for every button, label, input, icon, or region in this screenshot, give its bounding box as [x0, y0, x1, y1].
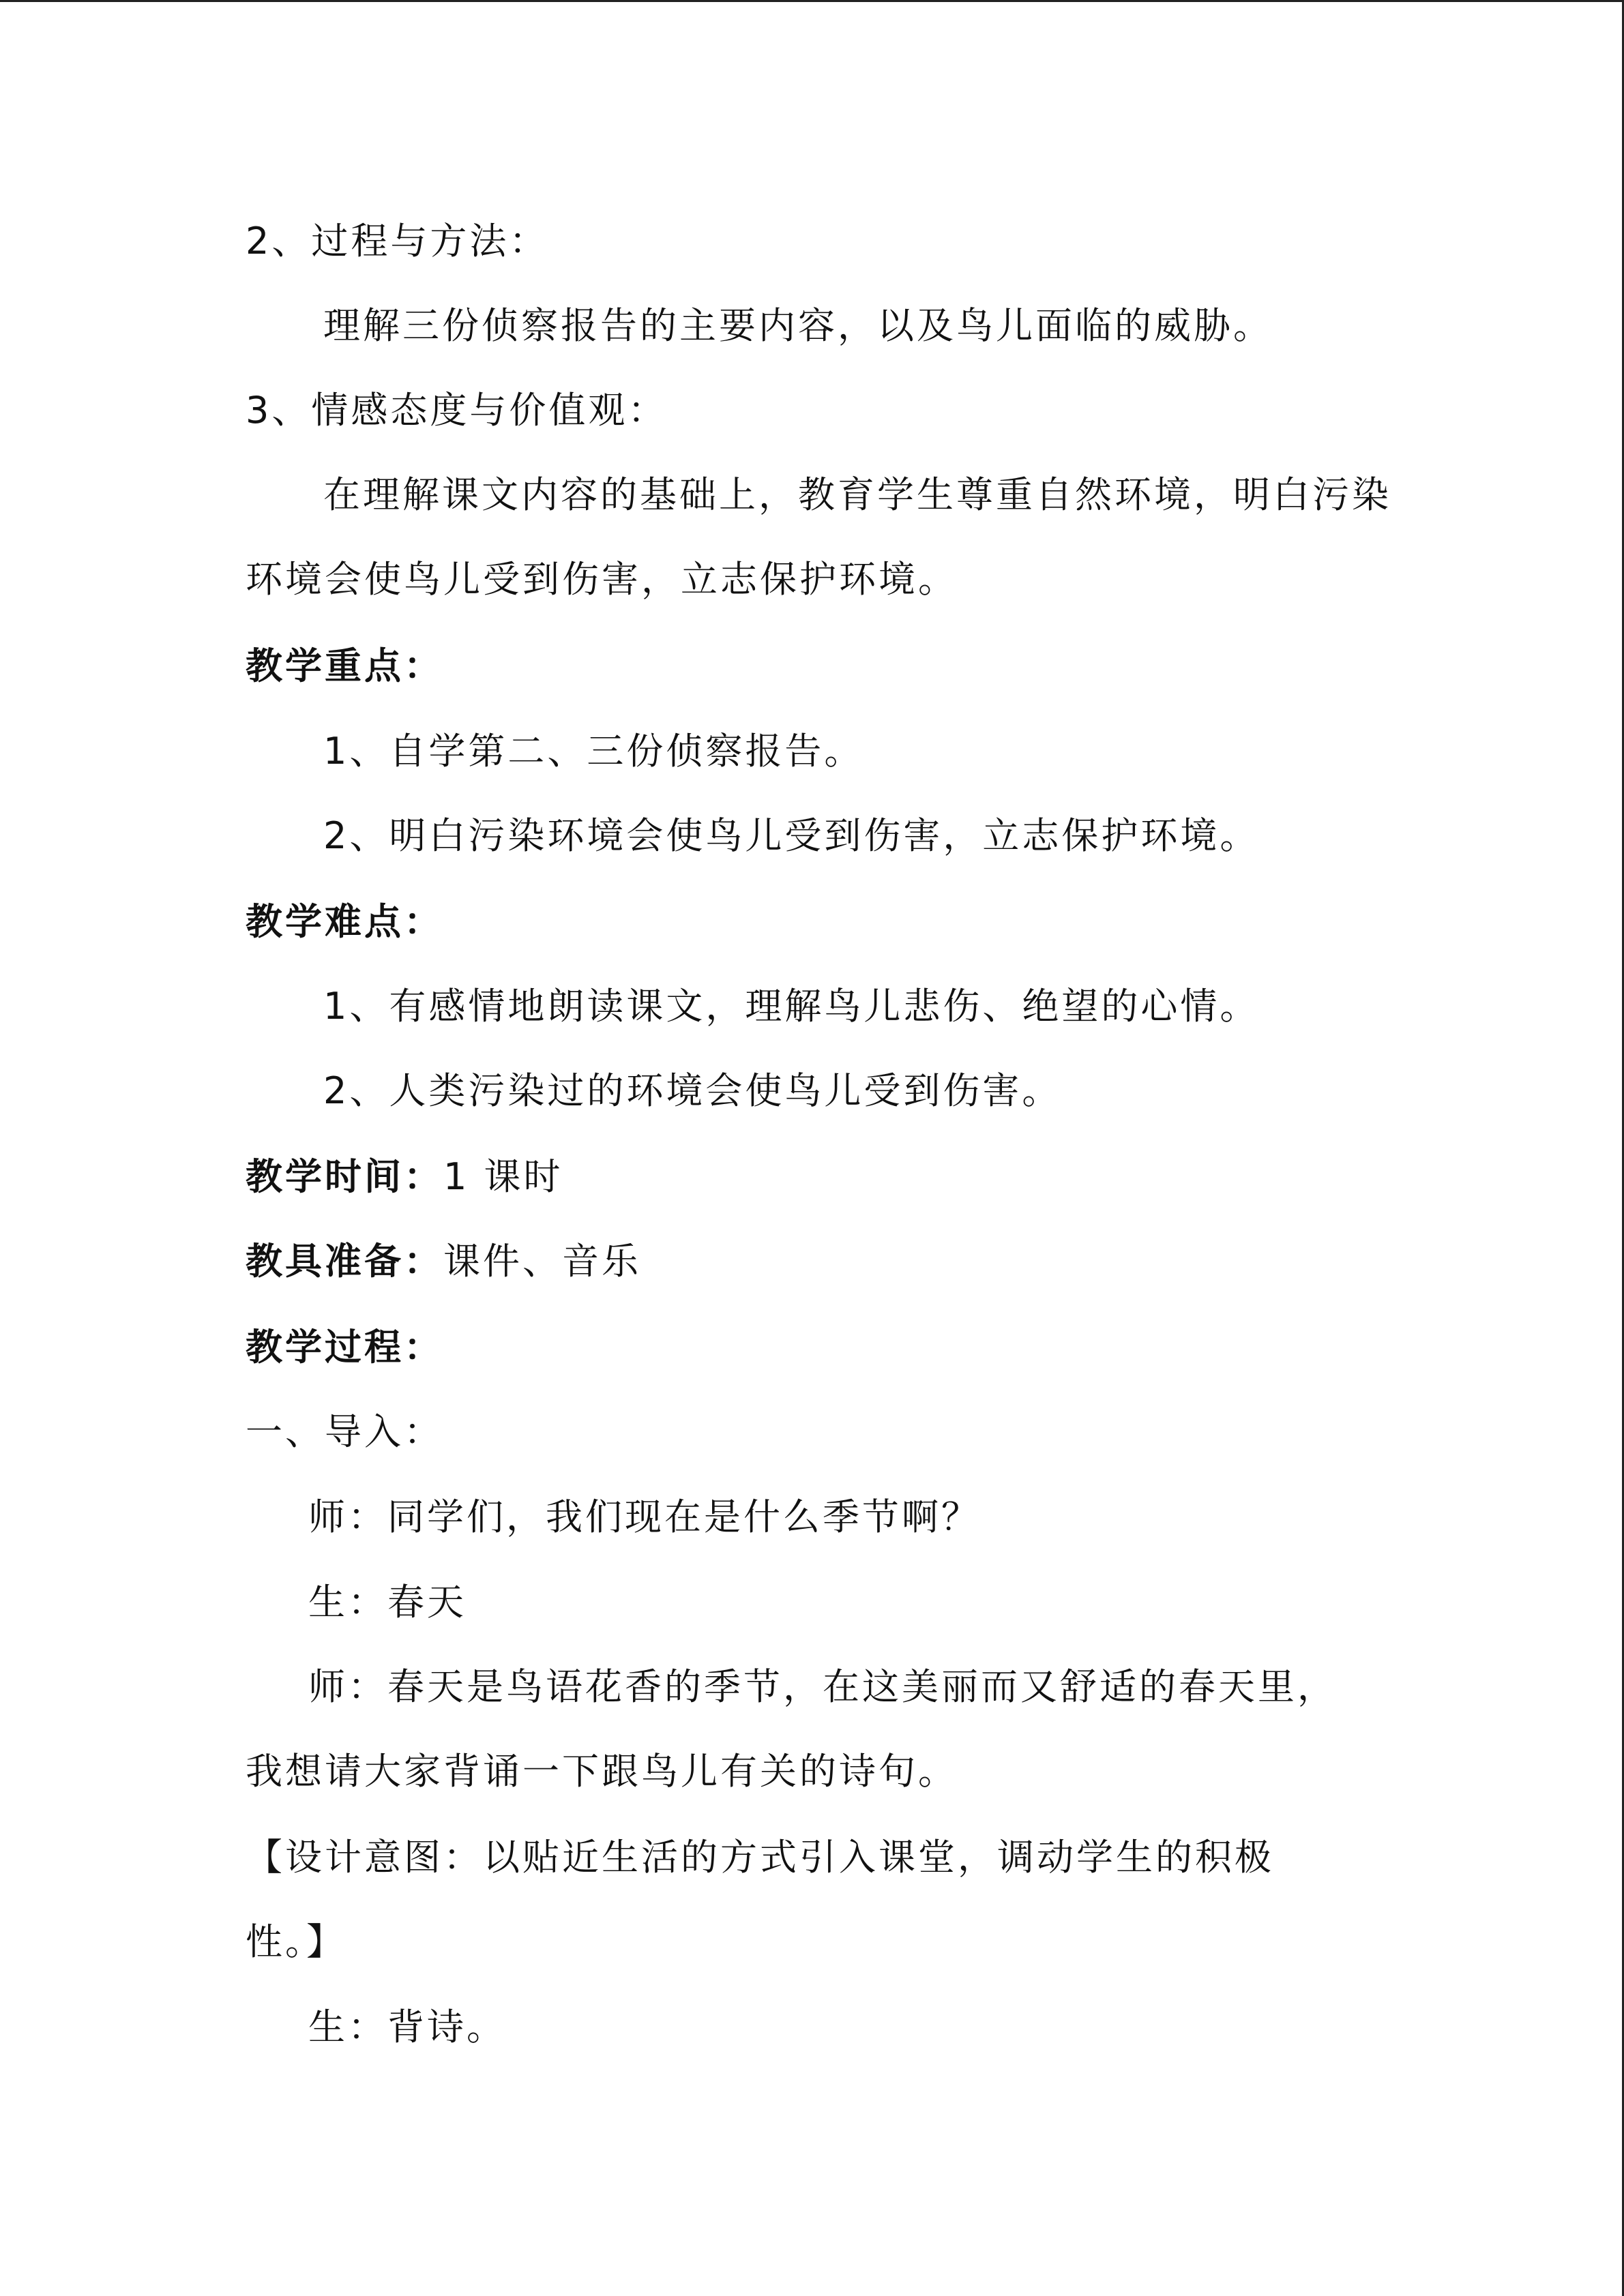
student-recite-poem: 生：背诗。: [308, 2006, 506, 2048]
design-intent-line1: 【设计意图：以贴近生活的方式引入课堂，调动学生的积极: [246, 1836, 1274, 1879]
teaching-process-heading: 教学过程：: [246, 1326, 443, 1369]
design-intent-line2: 性。】: [246, 1920, 346, 1963]
key-point-2: 2、明白污染环境会使鸟儿受到伤害，立志保护环境。: [323, 814, 1260, 857]
key-points-heading: 教学重点：: [246, 644, 443, 687]
teaching-time-label: 教学时间：: [246, 1155, 443, 1198]
teaching-aids-value: 课件、音乐: [443, 1240, 641, 1283]
teaching-aids-row: [246, 1240, 641, 1283]
teaching-time-value: 1 课时: [443, 1155, 563, 1198]
difficult-points-heading: 教学难点：: [246, 900, 443, 943]
intro-heading: 一、导入：: [246, 1410, 443, 1453]
teacher-question: 师：同学们，我们现在是什么季节啊？: [308, 1495, 981, 1538]
emotion-values-text-line2: 环境会使鸟儿受到伤害，立志保护环境。: [246, 558, 958, 601]
emotion-values-heading: 3、情感态度与价值观：: [246, 389, 668, 432]
teaching-time-row: [246, 1155, 563, 1198]
process-method-text: 理解三份侦察报告的主要内容，以及鸟儿面临的威胁。: [323, 304, 1273, 347]
teacher-spring-line2: 我想请大家背诵一下跟鸟儿有关的诗句。: [246, 1750, 958, 1793]
student-answer-spring: 生：春天: [308, 1581, 467, 1624]
key-point-1: 1、自学第二、三份侦察报告。: [323, 730, 864, 773]
process-method-heading: 2、过程与方法：: [246, 220, 549, 263]
difficult-point-2: 2、人类污染过的环境会使鸟儿受到伤害。: [323, 1069, 1062, 1112]
teaching-aids-label: 教具准备：: [246, 1240, 443, 1283]
teacher-spring-line1: 师：春天是鸟语花香的季节，在这美丽而又舒适的春天里，: [308, 1665, 1337, 1708]
emotion-values-text-line1: 在理解课文内容的基础上，教育学生尊重自然环境，明白污染: [323, 473, 1391, 516]
difficult-point-1: 1、有感情地朗读课文，理解鸟儿悲伤、绝望的心情。: [323, 985, 1260, 1028]
